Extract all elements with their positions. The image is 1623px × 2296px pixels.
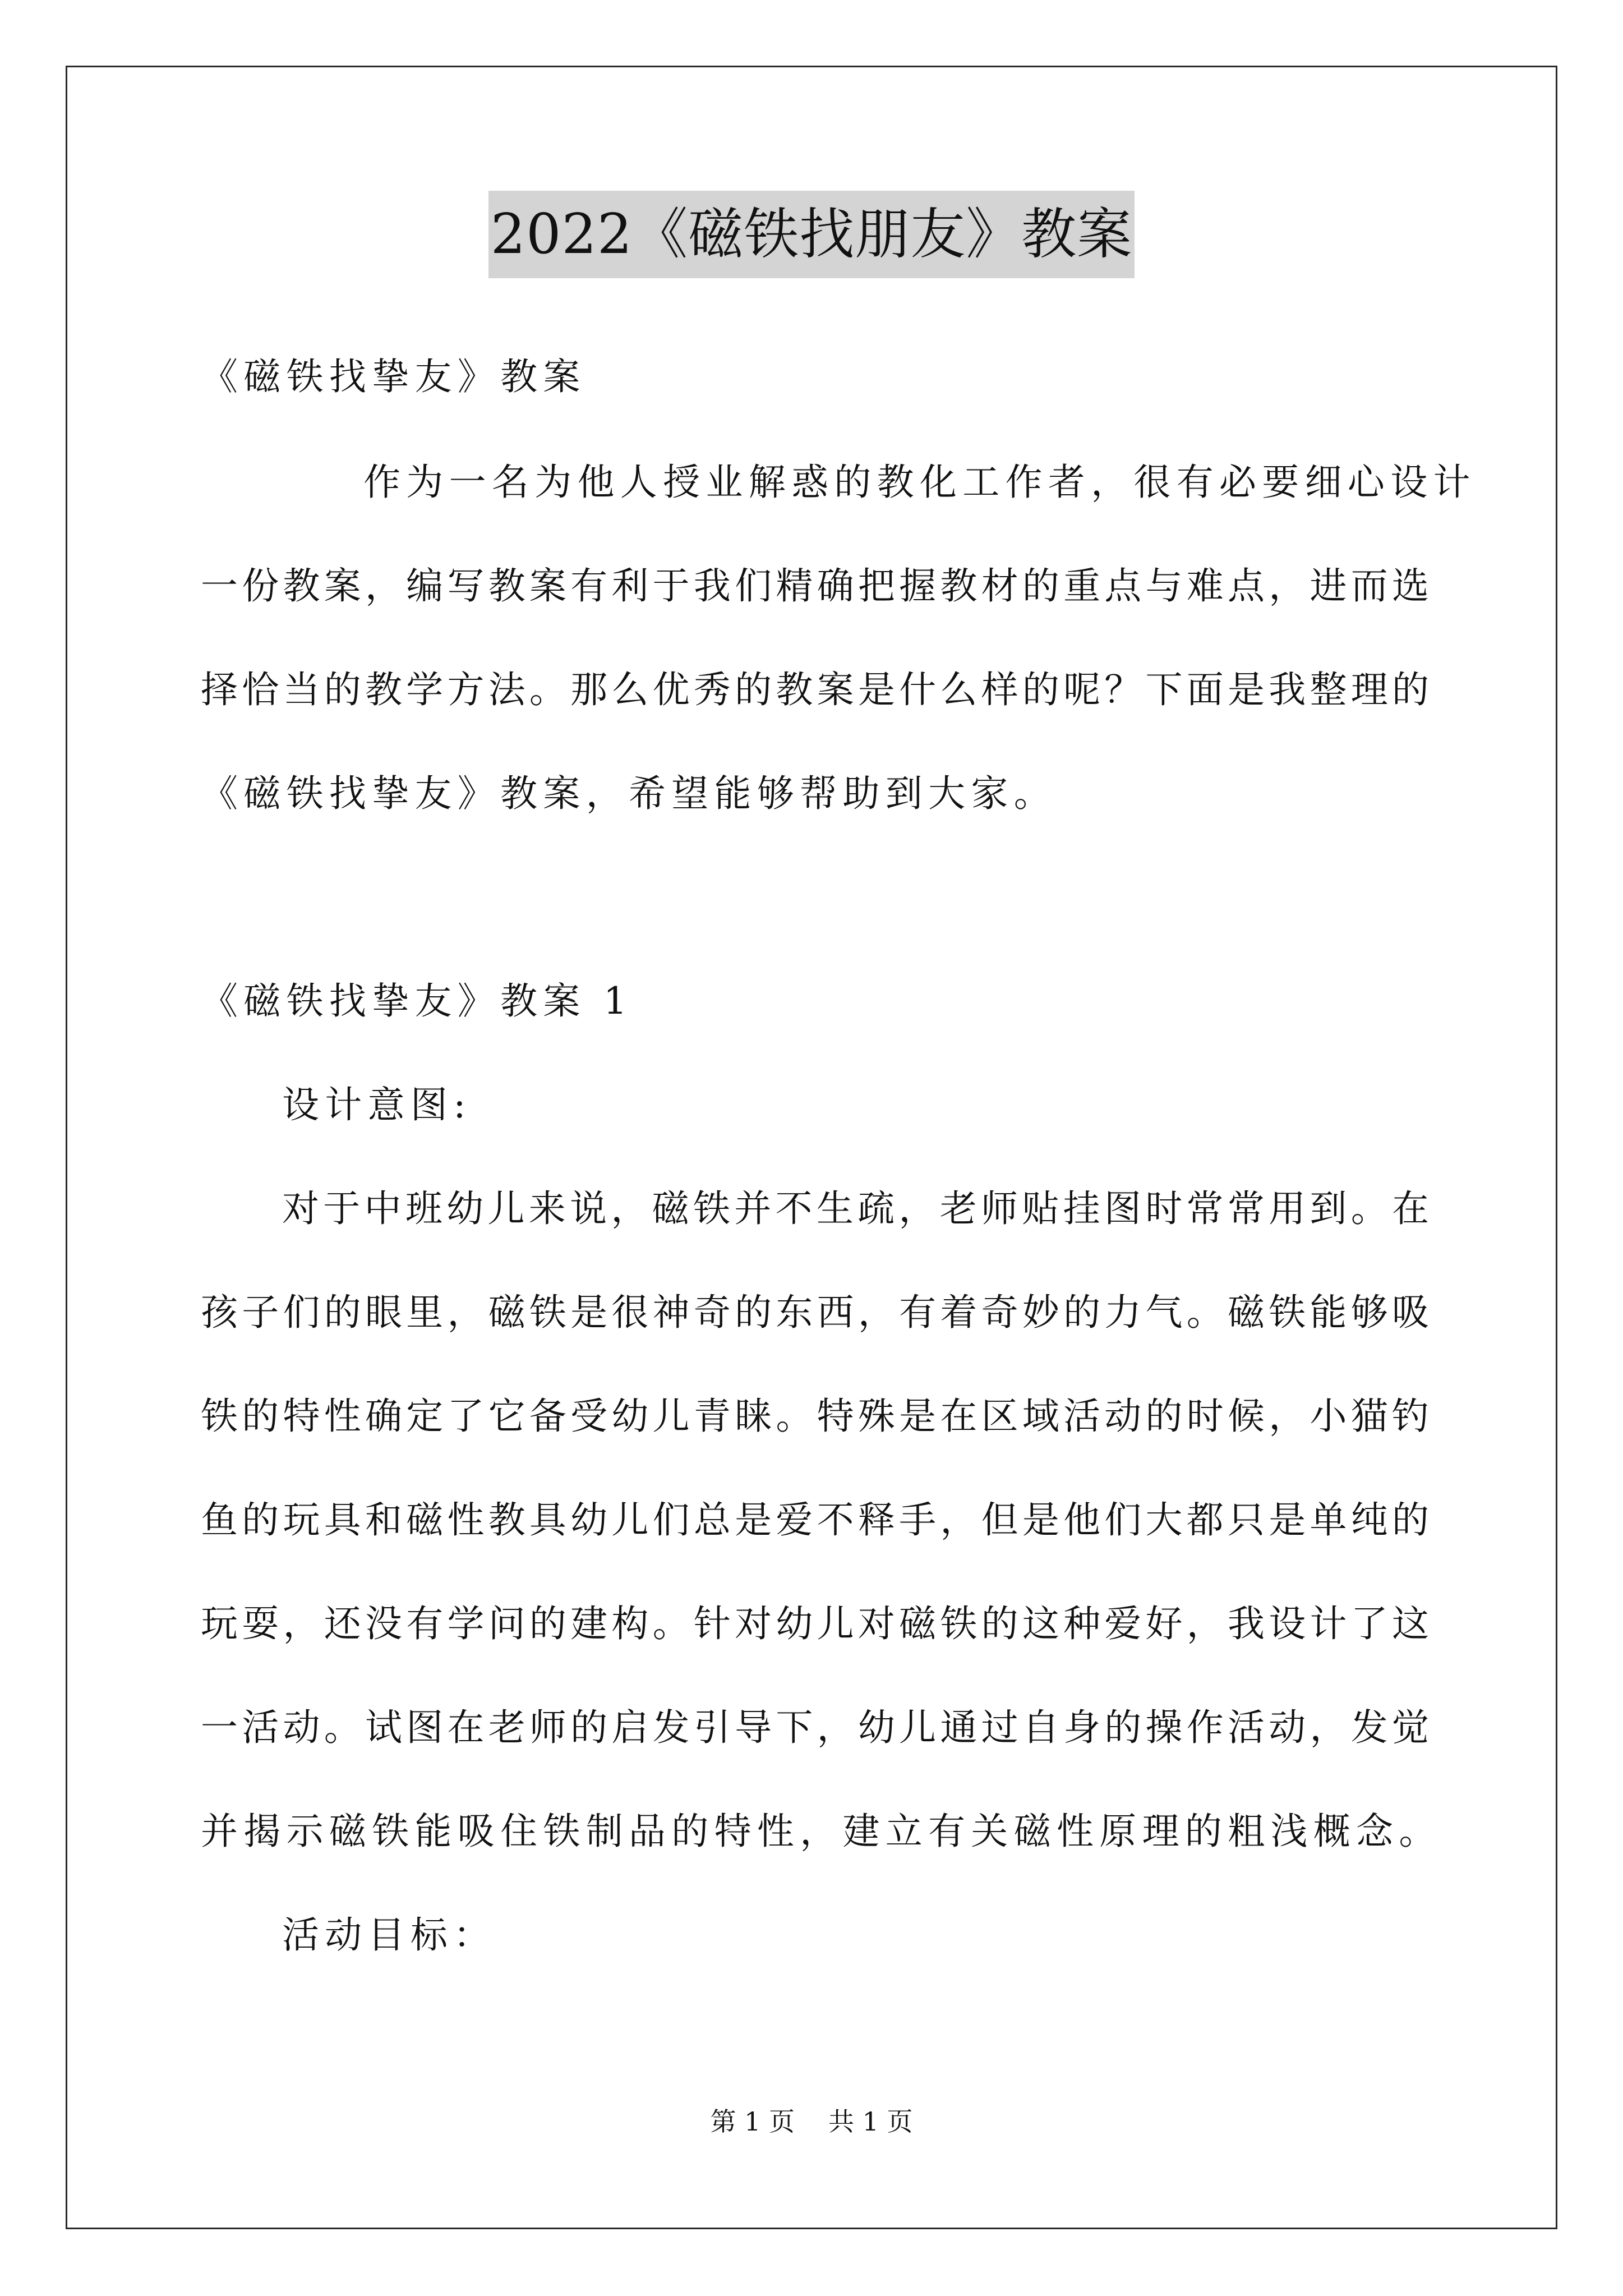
document-subtitle: 《磁铁找挚友》教案 xyxy=(201,355,586,398)
design-line-2: 孩子们的眼里，磁铁是很神奇的东西，有着奇妙的力气。磁铁能够吸 xyxy=(201,1291,1429,1334)
document-title: 2022《磁铁找朋友》教案 xyxy=(488,191,1135,278)
intro-line-3: 择恰当的教学方法。那么优秀的教案是什么样的呢？下面是我整理的 xyxy=(201,668,1429,711)
design-line-3: 铁的特性确定了它备受幼儿青睐。特殊是在区域活动的时候，小猫钓 xyxy=(201,1395,1429,1438)
design-line-5: 玩耍，还没有学问的建构。针对幼儿对磁铁的这种爱好，我设计了这 xyxy=(201,1602,1429,1645)
design-heading: 设计意图: xyxy=(282,1083,472,1126)
title-container xyxy=(0,191,1623,278)
intro-line-4: 《磁铁找挚友》教案，希望能够帮助到大家。 xyxy=(201,772,1057,815)
section-heading: 《磁铁找挚友》教案 1 xyxy=(201,979,633,1023)
page-number-current: 第 1 页 xyxy=(710,2106,795,2137)
intro-line-1: 作为一名为他人授业解惑的教化工作者，很有必要细心设计 xyxy=(363,461,1476,504)
page-number-total: 共 1 页 xyxy=(828,2106,913,2137)
design-line-7: 并揭示磁铁能吸住铁制品的特性，建立有关磁性原理的粗浅概念。 xyxy=(201,1810,1442,1853)
intro-line-2: 一份教案，编写教案有利于我们精确把握教材的重点与难点，进而选 xyxy=(201,564,1429,608)
design-line-1: 对于中班幼儿来说，磁铁并不生疏，老师贴挂图时常常用到。在 xyxy=(282,1187,1429,1230)
page-footer xyxy=(0,2105,1623,2138)
goals-heading: 活动目标： xyxy=(282,1913,496,1957)
design-line-6: 一活动。试图在老师的启发引导下，幼儿通过自身的操作活动，发觉 xyxy=(201,1706,1429,1749)
design-line-4: 鱼的玩具和磁性教具幼儿们总是爱不释手，但是他们大都只是单纯的 xyxy=(201,1498,1429,1542)
